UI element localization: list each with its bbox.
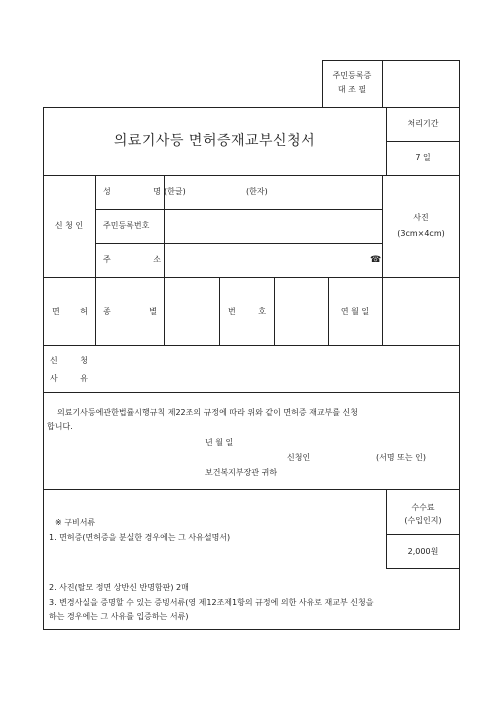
fee-value: 2,000원 <box>407 547 439 556</box>
declaration-date: 년 월 일 <box>205 438 234 447</box>
rrn-field[interactable] <box>166 211 380 241</box>
phone-icon: ☎ <box>370 255 382 265</box>
document-item-3-cont: 하는 경우에는 그 사유를 입증하는 서류) <box>49 612 189 621</box>
photo-size: (3cm×4cm) <box>397 229 445 238</box>
photo-label: 사진 <box>413 213 429 222</box>
fee-sub-label: (수입인지) <box>404 516 442 525</box>
page-title: 의료기사등 면허증재교부신청서 <box>113 133 316 149</box>
declaration-text-2: 합니다. <box>47 422 73 431</box>
processing-period-value: 7 일 <box>415 153 431 162</box>
applicant-sign-label: 신청인 <box>287 453 311 462</box>
license-date-label: 연 월 일 <box>340 307 370 316</box>
name-hanja: (한자) <box>246 187 268 196</box>
signature-note: (서명 또는 인) <box>376 453 426 462</box>
rrn-label: 주민등록번호 <box>103 221 150 230</box>
documents-heading: ※ 구비서류 <box>55 518 96 527</box>
recipient-label: 보건복지부장관 귀하 <box>205 468 278 477</box>
processing-period-label: 처리기간 <box>407 119 439 128</box>
address-field[interactable] <box>166 245 364 275</box>
applicant-section-label: 신 청 인 <box>54 221 84 230</box>
name-korean: (한글) <box>164 187 186 196</box>
document-item-1: 1. 면허증(면허증을 분실한 경우에는 그 사유설명서) <box>49 533 231 542</box>
document-item-2: 2. 사진(탈모 정면 상반신 반명함판) 2매 <box>49 583 189 592</box>
resident-check-label-2: 대 조 필 <box>337 85 367 94</box>
fee-label: 수수료 <box>411 503 435 512</box>
document-item-3: 3. 변경사실을 증명할 수 있는 증빙서류(영 제12조제1항의 규정에 의한 사유로 재교부 신청을 <box>49 598 374 607</box>
resident-check-label: 주민등록증 <box>332 71 372 80</box>
declaration-text: 의료기사등에관한법률시행규칙 제22조의 규정에 따라 위와 같이 면허증 재교부를 신청 <box>57 408 359 417</box>
